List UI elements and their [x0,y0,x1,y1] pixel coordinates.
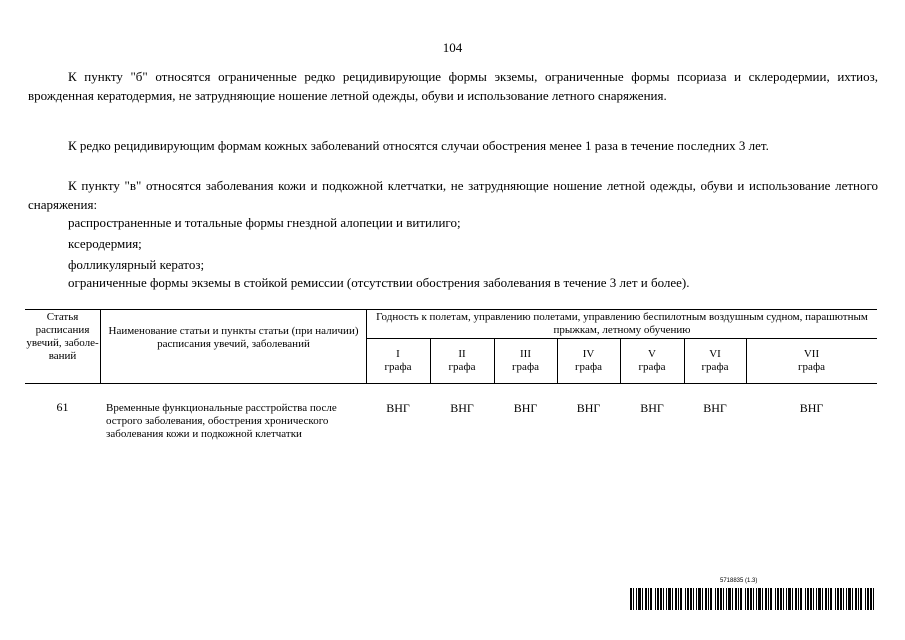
column-header: III графа [512,348,539,373]
row-value: ВНГ [450,401,474,415]
header-fitness: Годность к полетам, управлению полетами, управлению беспилотным воздушным судном, парашютным прыжкам, летному обучению [376,311,868,336]
table-top-rule [25,309,877,310]
column-header: VII графа [798,348,825,373]
list-item: ксеродермия; [68,236,142,251]
row-value: ВНГ [703,401,727,415]
page-number: 104 [442,40,463,55]
row-article: 61 [56,400,69,414]
paragraph-v: К пункту "в" относятся заболевания кожи и подкожной клетчатки, не затрудняющие ношение летной одежды, обуви и использование летного снаряжения: [28,178,878,212]
row-value: ВНГ [799,401,824,415]
paragraph-rare: К редко рецидивирующим формам кожных заболеваний относятся случаи обострения менее 1 раза в течение последних 3 лет. [68,138,769,153]
column-header: II графа [448,348,476,373]
barcode-caption: 5718835 (1.3) [720,578,758,584]
table-divider [100,309,101,383]
column-header: V графа [638,348,666,373]
list-item: ограниченные формы экземы в стойкой ремиссии (отсутствии обострения заболевания в течение 3 лет и более). [68,275,690,290]
table-subheader-rule [366,338,877,339]
table-bottom-rule [25,383,877,384]
list-item: фолликулярный кератоз; [68,257,205,272]
column-header: I графа [384,348,412,373]
barcode [630,588,878,610]
row-name: Временные функциональные расстройства после острого заболевания, обострения хронического заболевания кожи и подкожной клетчатки [106,402,337,440]
header-article: Статья расписания увечий, заболе-ваний [26,311,99,362]
row-value: ВНГ [386,401,410,415]
row-value: ВНГ [576,401,601,415]
list-item: распространенные и тотальные формы гнездной алопеции и витилиго; [68,215,461,230]
row-value: ВНГ [513,401,538,415]
header-name: Наименование статьи и пункты статьи (при наличии) расписания увечий, заболеваний [108,325,359,350]
column-header: IV графа [575,348,602,373]
row-value: ВНГ [640,401,664,415]
column-header: VI графа [701,348,729,373]
paragraph-b: К пункту "б" относятся ограниченные редко рецидивирующие формы экземы, ограниченные формы псориаза и склеродермии, ихтиоз, врожденная кератодермия, не затрудняющие ношение летной одежды, обуви и использование летного снаряжения. [28,69,878,103]
